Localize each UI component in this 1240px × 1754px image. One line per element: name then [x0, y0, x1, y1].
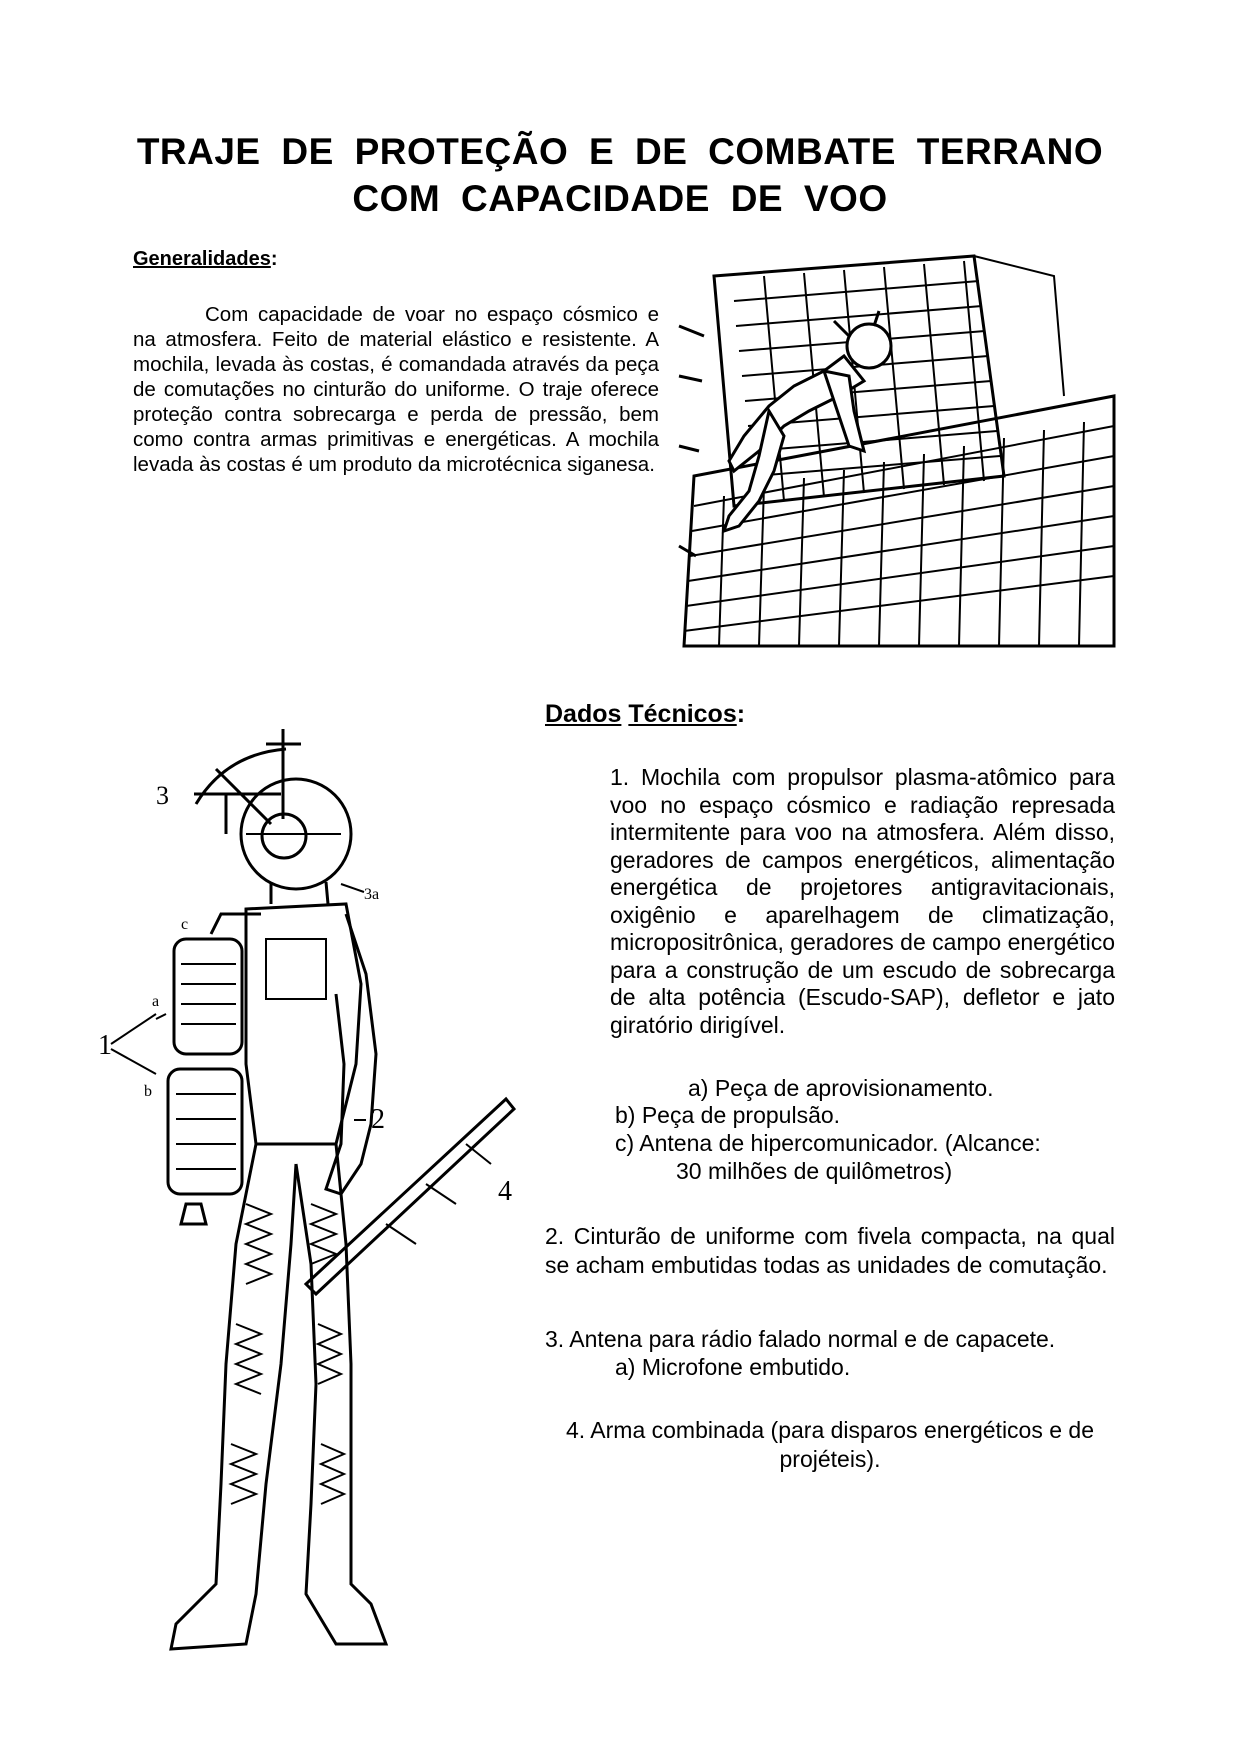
item-1c-range: 30 milhões de quilômetros): [676, 1158, 953, 1184]
item-1-text: 1. Mochila com propulsor plasma-atômico para voo no espaço cósmico e radiação represada intermitente para voo na atmosfera. Além disso, geradores de campos energéticos, alimentação energética de projetores antigravitacionais, oxigênio e aparelhagem de climatização, micropositrônica, geradores de campo energético para a construção de um escudo de sobrecarga de alta potência (Escudo-SAP), defletor e jato giratório dirigível.: [610, 764, 1115, 1038]
label-4: 4: [498, 1176, 512, 1207]
page-title: [120, 128, 1120, 222]
item-3-text: 3. Antena para rádio falado normal e de capacete.: [545, 1326, 1056, 1352]
dados-tecnicos-heading: Dados Técnicos:: [545, 700, 746, 728]
generalidades-heading: Generalidades:: [133, 248, 278, 270]
label-1: 1: [98, 1030, 112, 1061]
item-1a: a) Peça de aprovisionamento.: [688, 1075, 994, 1101]
label-a: a: [152, 993, 160, 1010]
flying-figure-illustration: [674, 246, 1120, 652]
item-2-text: 2. Cinturão de uniforme com fivela compacta, na qual se acham embutidas todas as unidades de comutação.: [545, 1223, 1115, 1278]
label-2: 2: [371, 1104, 385, 1135]
label-c: c: [181, 916, 189, 933]
item-1b: b) Peça de propulsão.: [615, 1102, 841, 1128]
generalidades-text: Com capacidade de voar no espaço cósmico e na atmosfera. Feito de material elástico e resistente. A mochila, levada às costas, é comandada através da peça de comutações no cinturão do uniforme. O traje oferece proteção contra sobrecarga e perda de pressão, bem como contra armas primitivas e energéticas. A mochila levada às costas é um produto da microtécnica siganesa.: [133, 303, 659, 476]
label-b: b: [144, 1083, 152, 1100]
title-line-1: TRAJE DE PROTEÇÃO E DE COMBATE TERRANO: [136, 131, 1104, 172]
item-3a: a) Microfone embutido.: [615, 1354, 851, 1380]
generalidades-paragraph: [133, 302, 659, 477]
label-3a: 3a: [364, 886, 380, 903]
title-line-2: COM CAPACIDADE DE VOO: [352, 178, 888, 219]
label-3: 3: [156, 781, 169, 810]
item-4-text: 4. Arma combinada (para disparos energéticos e de projéteis).: [565, 1417, 1095, 1472]
item-1c: c) Antena de hipercomunicador. (Alcance:: [615, 1130, 1041, 1156]
suit-diagram-illustration: [96, 724, 528, 1680]
